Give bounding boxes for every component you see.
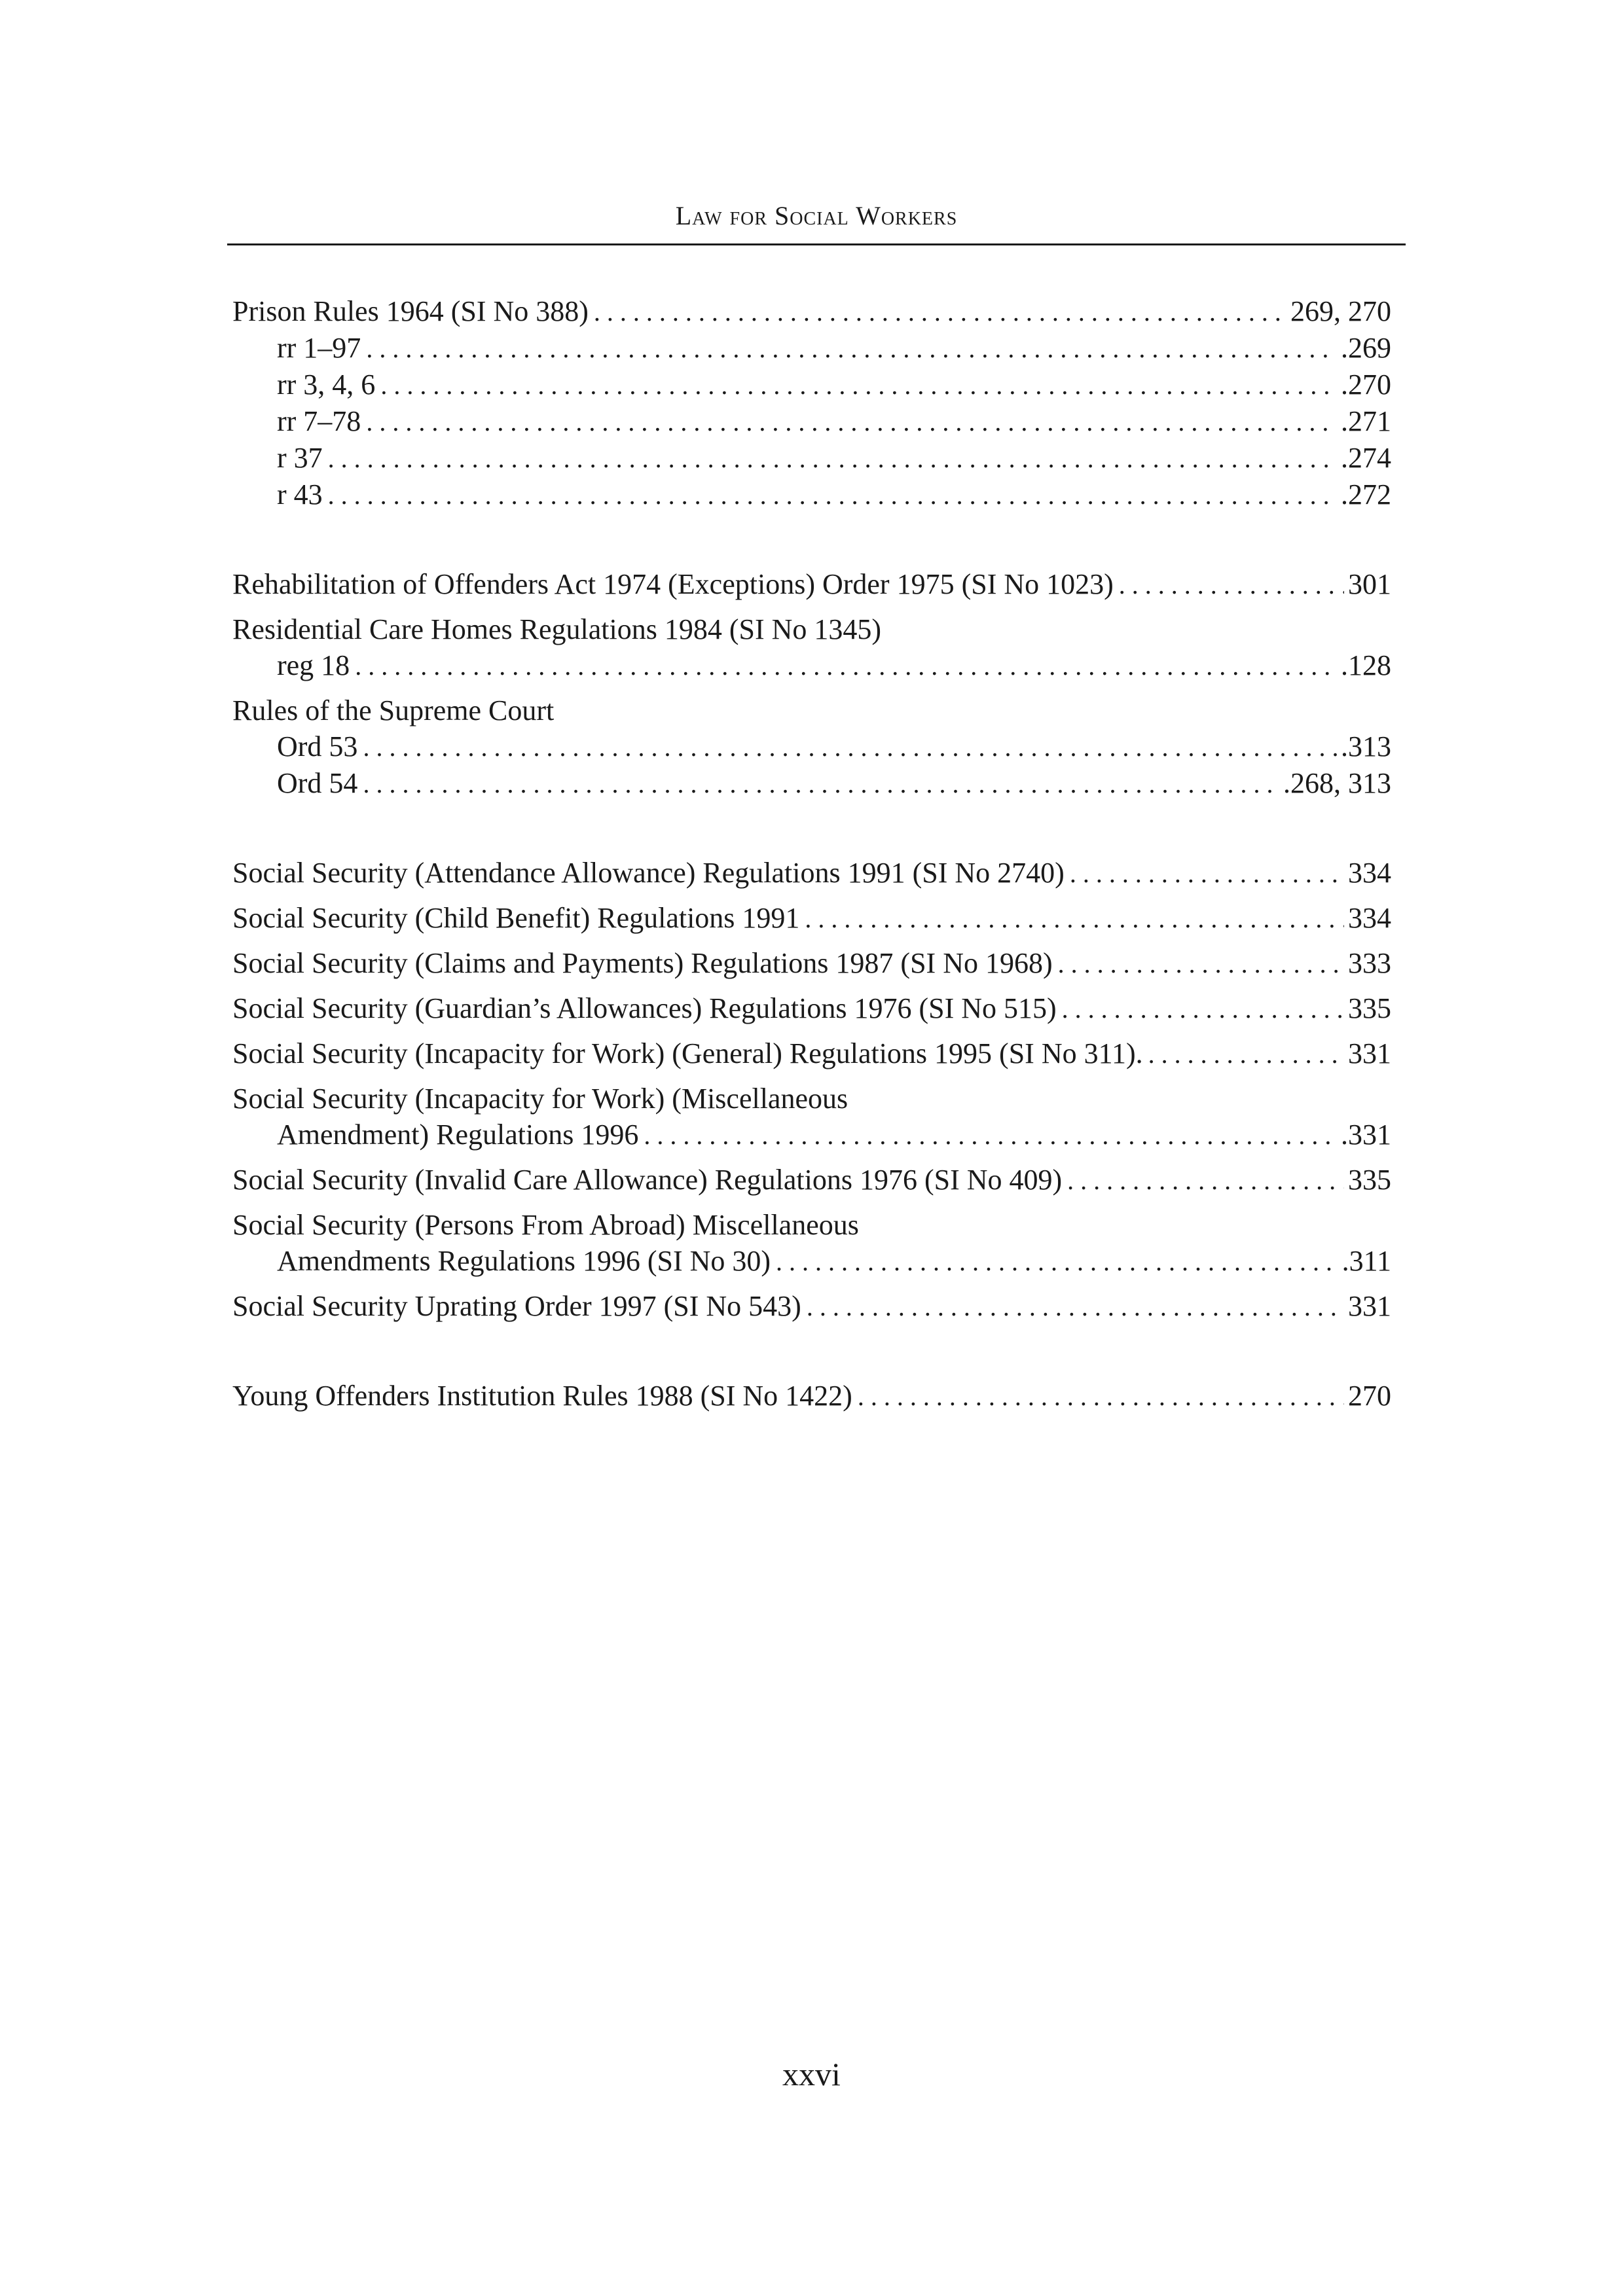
entry-label: Rehabilitation of Offenders Act 1974 (Exceptions) Order 1975 (SI No 1023) [232, 568, 1114, 600]
entry-label: r 37 [277, 442, 323, 474]
sub-entry [232, 440, 1391, 476]
dot-leader [644, 1117, 1337, 1153]
sub-entry [232, 367, 1391, 403]
entry-label: Social Security (Child Benefit) Regulations 1991 [232, 902, 800, 934]
index-entry [232, 1035, 1391, 1072]
running-head: Law for Social Workers [675, 201, 958, 230]
page-reference: .128 [1341, 649, 1391, 681]
entry-label: Young Offenders Institution Rules 1988 (SI No 1422) [232, 1380, 852, 1412]
index-entry [232, 855, 1391, 891]
dot-leader [1062, 991, 1344, 1027]
page-reference: 333 [1348, 947, 1391, 979]
page-reference: .274 [1341, 442, 1391, 474]
entry-group [232, 855, 1391, 1325]
page-reference: 334 [1348, 857, 1391, 889]
page-reference: .313 [1341, 730, 1391, 762]
index-entry [232, 1081, 1391, 1117]
dot-leader [1058, 946, 1344, 982]
sub-entry [232, 403, 1391, 440]
sub-entry [232, 1243, 1391, 1280]
entry-group [232, 566, 1391, 802]
entry-label: Prison Rules 1964 (SI No 388) [232, 295, 589, 327]
sub-entry [232, 330, 1391, 367]
page-number: xxvi [782, 2056, 841, 2092]
page-reference: .311 [1341, 1245, 1391, 1277]
index-entry [232, 945, 1391, 982]
page-reference: .271 [1341, 405, 1391, 437]
index-entry [232, 900, 1391, 937]
entry-label: Social Security (Incapacity for Work) (General) Regulations 1995 (SI No 311). [232, 1037, 1143, 1069]
sub-entry [232, 728, 1391, 765]
entry-label: Residential Care Homes Regulations 1984 (SI No 1345) [232, 613, 882, 645]
page-reference: .268, 313 [1283, 767, 1391, 799]
index-entry [232, 611, 1391, 647]
page-reference: 335 [1348, 992, 1391, 1024]
page-reference: .272 [1341, 478, 1391, 511]
dot-leader [1148, 1036, 1344, 1072]
header-rule [227, 243, 1406, 245]
entry-label: Social Security (Invalid Care Allowance) Regulations 1976 (SI No 409) [232, 1164, 1063, 1196]
index-entry [232, 566, 1391, 603]
entry-label: Ord 53 [277, 730, 358, 762]
dot-leader [328, 440, 1337, 476]
dot-leader [776, 1244, 1338, 1280]
dot-leader [858, 1378, 1344, 1414]
entry-label: reg 18 [277, 649, 350, 681]
sub-entry [232, 647, 1391, 684]
index-entry [232, 1378, 1391, 1414]
page-reference: .331 [1341, 1119, 1391, 1151]
index-entry [232, 692, 1391, 728]
entry-label: Social Security (Incapacity for Work) (Miscellaneous [232, 1083, 848, 1115]
entry-label: Social Security (Claims and Payments) Regulations 1987 (SI No 1968) [232, 947, 1053, 979]
dot-leader [355, 648, 1337, 684]
table-of-statutory-instruments [232, 293, 1391, 1414]
index-entry [232, 1207, 1391, 1243]
index-entry [232, 293, 1391, 330]
sub-entry [232, 765, 1391, 802]
entry-label: r 43 [277, 478, 323, 511]
entry-label: Amendments Regulations 1996 (SI No 30) [277, 1245, 771, 1277]
page-reference: 270 [1348, 1380, 1391, 1412]
dot-leader [1067, 1162, 1344, 1198]
dot-leader [366, 404, 1337, 440]
dot-leader [805, 901, 1344, 937]
dot-leader [380, 367, 1337, 403]
entry-label: Rules of the Supreme Court [232, 694, 555, 726]
index-entry [232, 1288, 1391, 1325]
dot-leader [594, 294, 1286, 330]
page-reference: 331 [1348, 1290, 1391, 1322]
sub-entry [232, 476, 1391, 513]
dot-leader [328, 477, 1337, 513]
index-entry [232, 1162, 1391, 1198]
dot-leader [366, 331, 1337, 367]
page-reference: 331 [1348, 1037, 1391, 1069]
entry-label: Social Security (Guardian’s Allowances) Regulations 1976 (SI No 515) [232, 992, 1057, 1024]
entry-label: rr 3, 4, 6 [277, 368, 376, 401]
entry-label: Social Security (Persons From Abroad) Miscellaneous [232, 1209, 859, 1241]
entry-label: rr 1–97 [277, 332, 361, 364]
page-reference: 269, 270 [1290, 295, 1391, 327]
dot-leader [363, 766, 1279, 802]
page-reference: .270 [1341, 368, 1391, 401]
entry-label: Social Security Uprating Order 1997 (SI No 543) [232, 1290, 801, 1322]
page-reference: .269 [1341, 332, 1391, 364]
entry-label: Amendment) Regulations 1996 [277, 1119, 639, 1151]
entry-label: rr 7–78 [277, 405, 361, 437]
entry-group [232, 1378, 1391, 1414]
entry-group [232, 293, 1391, 513]
dot-leader [363, 729, 1337, 765]
dot-leader [1119, 567, 1344, 603]
page-reference: 335 [1348, 1164, 1391, 1196]
entry-label: Ord 54 [277, 767, 358, 799]
index-entry [232, 990, 1391, 1027]
sub-entry [232, 1117, 1391, 1153]
dot-leader [1070, 855, 1344, 891]
page-reference: 301 [1348, 568, 1391, 600]
page-reference: 334 [1348, 902, 1391, 934]
entry-label: Social Security (Attendance Allowance) Regulations 1991 (SI No 2740) [232, 857, 1065, 889]
dot-leader [807, 1289, 1344, 1325]
